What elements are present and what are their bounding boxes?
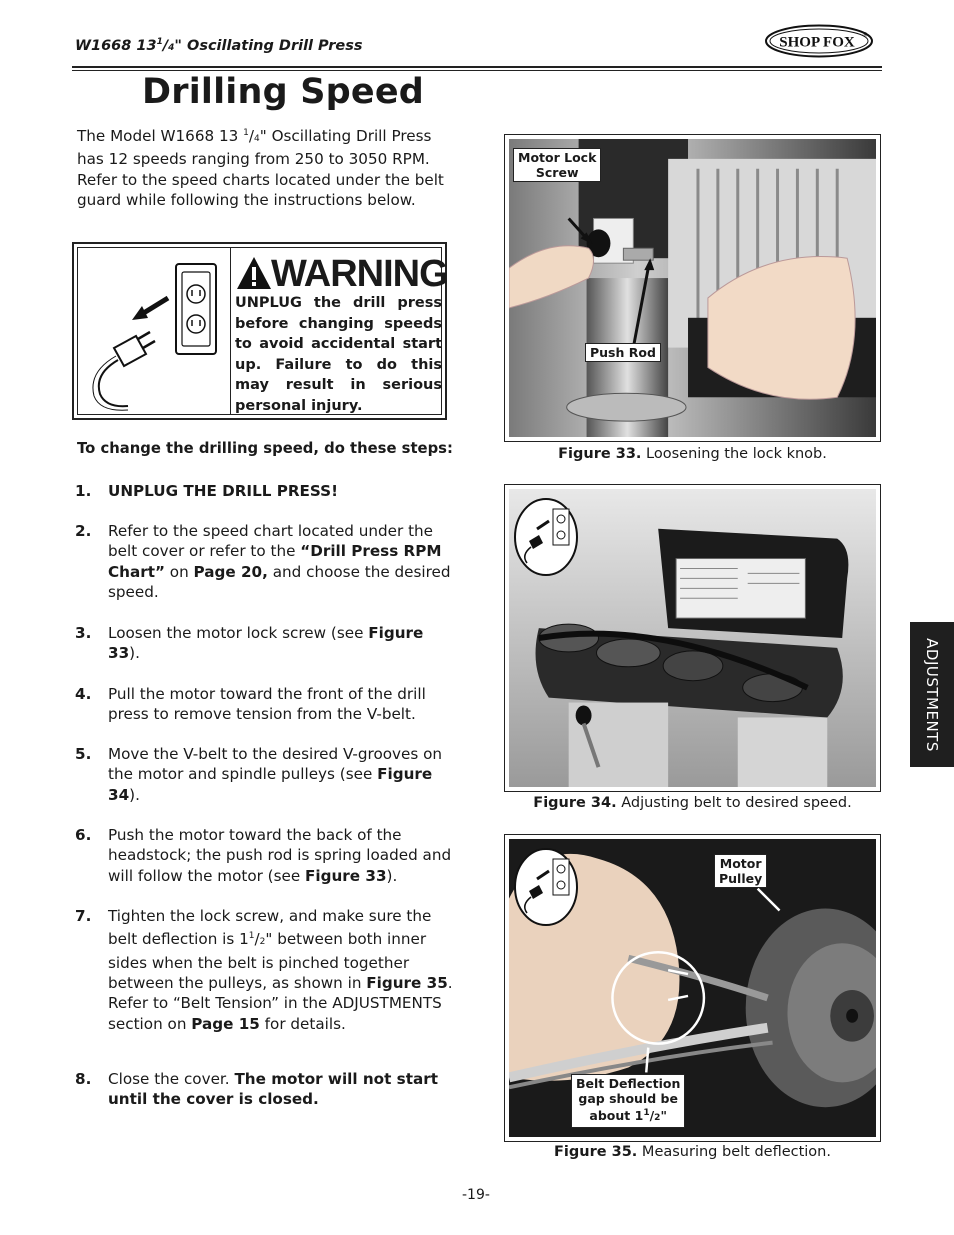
step-text-b: Figure 33	[305, 866, 387, 885]
step-text-c: on	[164, 562, 194, 581]
intro-paragraph	[77, 123, 457, 210]
callout-belt-deflection	[571, 1074, 685, 1128]
document-header-title	[75, 37, 362, 54]
figure-35-label: Figure 35.	[554, 1144, 638, 1160]
callout-text-line-2: Screw	[535, 165, 579, 180]
step-text-b: The motor will not start until the cover is closed.	[108, 1070, 438, 1109]
step-text-e: Page 15	[191, 1014, 260, 1033]
callout-text-line-1: Motor Lock	[518, 150, 597, 165]
step-text-a: Close the cover.	[108, 1070, 235, 1088]
warning-word: WARNING	[271, 253, 448, 295]
figure-33-label: Figure 33.	[558, 446, 642, 462]
step-text-e: and choose the desired speed.	[108, 562, 451, 601]
step-text-a: Push the motor toward the back of the headstock; the push rod is spring loaded and will follow the motor (see	[108, 826, 452, 885]
step-number: 5.	[75, 745, 92, 763]
header-fraction-slash: /	[162, 37, 169, 54]
intro-text-a: The Model W1668 13	[77, 127, 244, 146]
figure-33-caption	[504, 446, 881, 462]
warning-triangle-icon	[235, 255, 273, 291]
callout-text-about: about 1	[589, 1108, 644, 1124]
step-text-d: . Refer to “Belt Tension” in the ADJUSTMENTS section on	[108, 973, 453, 1033]
step-text-c: ).	[129, 644, 140, 663]
warning-box-inner	[77, 247, 448, 415]
step-number: 8.	[75, 1070, 92, 1088]
step-text	[108, 744, 453, 805]
callout-inch-mark: "	[660, 1108, 667, 1124]
step-number: 4.	[75, 685, 92, 703]
step-text-c: Figure 35	[366, 973, 448, 992]
figure-35-frame	[504, 834, 881, 1142]
warning-box	[72, 242, 447, 420]
figure-34-frame	[504, 484, 881, 792]
step-text-a: Refer to the speed chart located under the belt cover or refer to the	[108, 522, 433, 561]
header-fraction-denominator: 4	[168, 42, 175, 53]
logo-registered-mark: ®	[862, 33, 868, 39]
steps-intro: To change the drilling speed, do these steps:	[77, 440, 453, 457]
step-number: 6.	[75, 826, 92, 844]
unplug-icon	[513, 847, 579, 927]
callout-push-rod: Push Rod	[585, 343, 661, 362]
step-text-b: " between both inner sides when the belt is pinched together between the pulleys, as shown in	[108, 930, 427, 992]
figure-33-photo	[509, 139, 876, 437]
step-fraction-denominator: 2	[259, 937, 266, 948]
intro-fraction-numerator: 1	[243, 128, 249, 138]
figure-34-label: Figure 34.	[533, 795, 617, 811]
intro-fraction-slash: /	[248, 127, 255, 146]
step-text-b: “Drill Press RPM Chart”	[108, 542, 442, 581]
warning-divider	[230, 248, 231, 414]
section-side-tab	[910, 622, 954, 767]
intro-fraction-denominator: 4	[254, 134, 260, 145]
step-text-f: for details.	[259, 1014, 346, 1033]
callout-text-line-1: Belt Deflection	[576, 1076, 681, 1091]
step-text	[108, 623, 453, 664]
page-title: Drilling Speed	[142, 72, 425, 112]
step-number: 2.	[75, 522, 92, 540]
figure-35-caption	[504, 1144, 881, 1160]
step-text-c: ).	[386, 866, 398, 885]
callout-text-line-3	[576, 1106, 680, 1126]
section-side-tab-label: ADJUSTMENTS	[923, 637, 941, 752]
figure-33-frame	[504, 134, 881, 442]
callout-text-line-2: Pulley	[719, 871, 763, 886]
shop-fox-logo	[764, 24, 874, 58]
figure-34-caption-text: Adjusting belt to desired speed.	[616, 795, 852, 811]
step-text	[108, 906, 453, 1034]
figure-34-caption	[504, 795, 881, 811]
step-text: UNPLUG THE DRILL PRESS!	[108, 482, 339, 500]
step-text-a: Tighten the lock screw, and make sure the belt deflection is 1	[108, 907, 432, 949]
callout-motor-pulley	[714, 854, 767, 888]
header-rule-thin	[72, 70, 882, 71]
figure-33-caption-text: Loosening the lock knob.	[641, 446, 827, 462]
callout-text-line-1: Motor	[719, 856, 762, 871]
step-number: 3.	[75, 624, 92, 642]
step-text-a: Move the V-belt to the desired V-grooves on the motor and spindle pulleys (see	[108, 745, 443, 784]
warning-text: UNPLUG the drill press before changing speeds to avoid accidental start up. Failure to do this may result in serious personal injury.	[235, 295, 442, 414]
callout-text-line-2: gap should be	[578, 1091, 678, 1106]
step-number: 7.	[75, 907, 92, 925]
callout-fraction-numerator: 1	[643, 1108, 650, 1118]
step-text: Pull the motor toward the front of the drill press to remove tension from the V-belt.	[108, 685, 426, 724]
step-number: 1.	[75, 482, 92, 500]
step-text-b: Figure 34	[108, 765, 433, 804]
step-text-d: Page 20,	[193, 562, 268, 581]
header-title-text-2: " Oscillating Drill Press	[174, 37, 363, 54]
drill-motor-photo	[509, 139, 876, 437]
step-text-b: Figure 33	[108, 624, 424, 663]
callout-motor-lock-screw	[513, 148, 601, 182]
page-number: -19-	[462, 1187, 490, 1203]
step-text	[108, 521, 453, 602]
callout-fraction-slash: /	[649, 1108, 655, 1124]
step-text	[108, 1069, 453, 1110]
header-rule-thick	[72, 66, 882, 68]
step-text-c: ).	[129, 785, 140, 804]
step-fraction-numerator: 1	[248, 931, 255, 942]
unplug-icon	[84, 256, 224, 414]
logo-text: SHOP FOX	[779, 34, 855, 51]
callout-fraction-denominator: 2	[654, 1113, 661, 1124]
step-text	[108, 825, 453, 886]
step-text-a: Loosen the motor lock screw (see	[108, 624, 369, 642]
unplug-icon	[513, 497, 579, 577]
header-title-text: W1668 13	[75, 37, 157, 54]
figure-35-caption-text: Measuring belt deflection.	[637, 1144, 831, 1160]
intro-text-b: " Oscillating Drill Press has 12 speeds ranging from 250 to 3050 RPM. Refer to the speed charts located under the belt guard while following the instructions below.	[77, 127, 444, 209]
step-fraction-slash: /	[254, 930, 260, 949]
header-fraction-numerator: 1	[156, 37, 163, 47]
